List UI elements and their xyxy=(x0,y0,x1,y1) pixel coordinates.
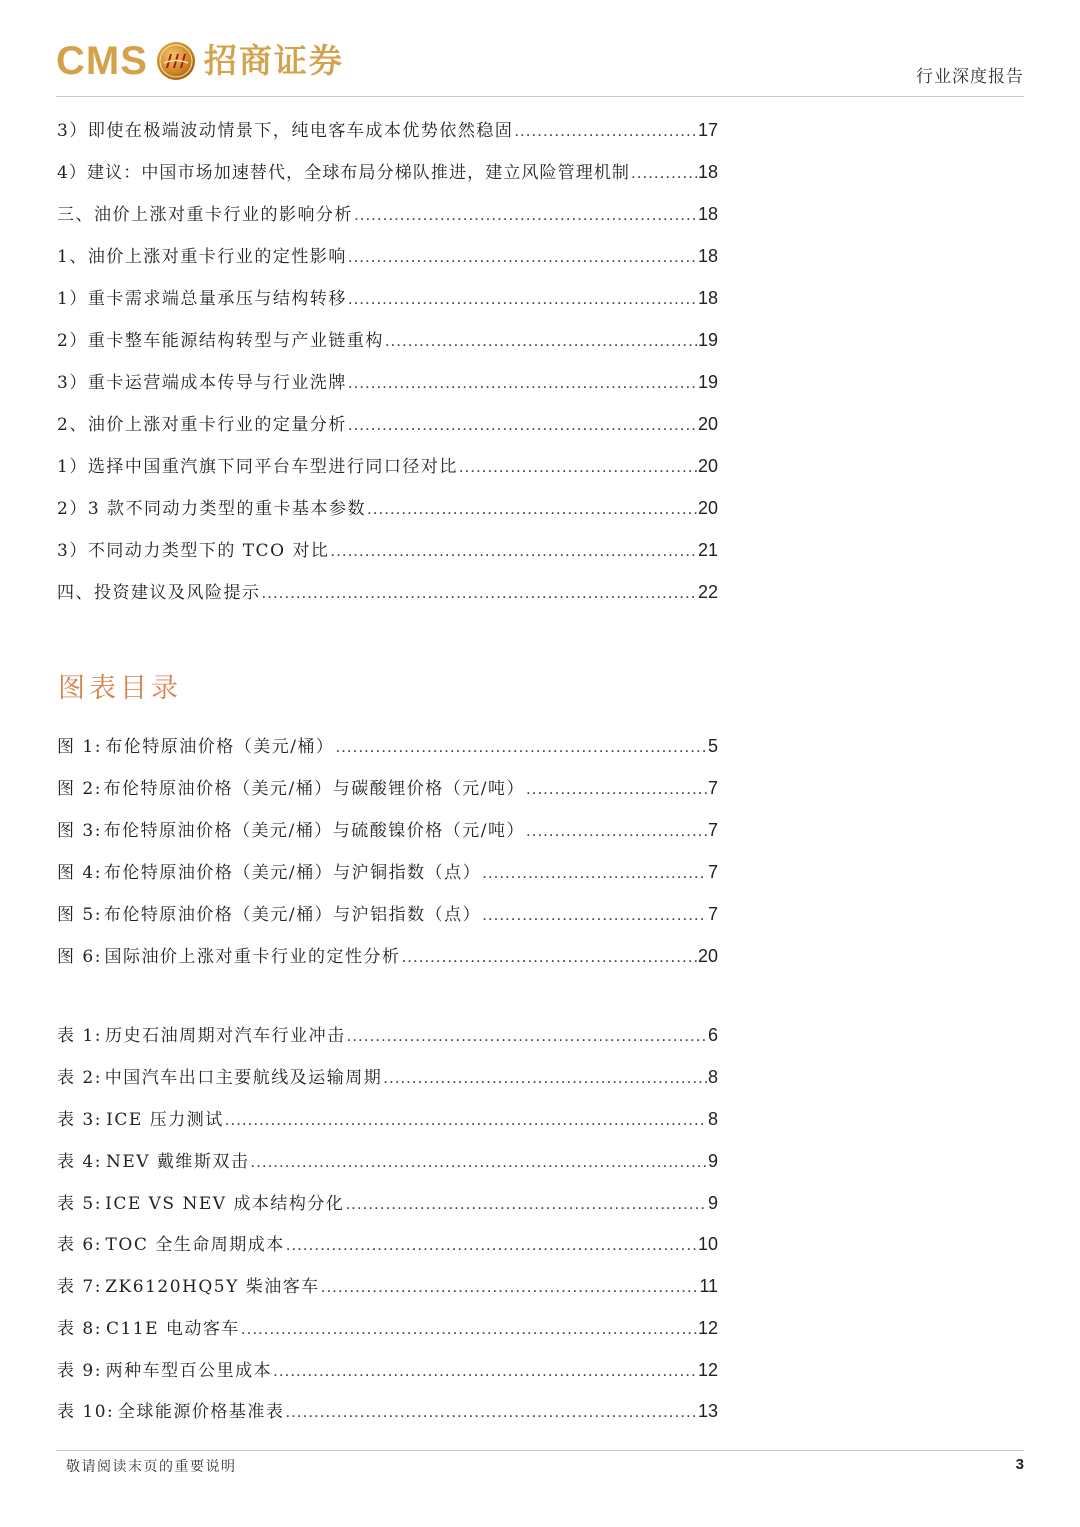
page-header xyxy=(0,0,1080,100)
logo-text-cn: 招商证券 xyxy=(203,41,344,80)
toc-entry-page: 22 xyxy=(697,582,718,602)
toc-entry-page: 20 xyxy=(697,456,718,476)
figure-page: 7 xyxy=(707,862,718,882)
toc-entry-page: 20 xyxy=(697,414,718,434)
table-entry[interactable] xyxy=(57,1022,718,1048)
toc-leader-dots xyxy=(367,496,697,522)
figure-entry[interactable] xyxy=(57,859,718,885)
figure-page: 5 xyxy=(707,736,718,756)
table-page: 11 xyxy=(699,1276,718,1296)
page-number: 3 xyxy=(1015,1456,1024,1473)
figure-page: 7 xyxy=(707,778,718,798)
table-page: 9 xyxy=(707,1193,718,1213)
toc-leader-dots xyxy=(225,1107,707,1133)
table-entry[interactable] xyxy=(57,1315,718,1341)
table-page: 8 xyxy=(707,1109,718,1129)
logo-emblem-icon xyxy=(156,41,196,81)
footer-disclaimer: 敬请阅读末页的重要说明 xyxy=(66,1459,237,1475)
table-label: 表 5: xyxy=(57,1194,102,1214)
toc-entry-page: 18 xyxy=(697,204,718,224)
figure-title: 布伦特原油价格（美元/桶）与碳酸锂价格（元/吨） xyxy=(103,779,525,799)
toc-entry[interactable] xyxy=(57,453,718,479)
figure-title: 布伦特原油价格（美元/桶）与硫酸镍价格（元/吨） xyxy=(103,821,525,841)
table-entry[interactable] xyxy=(57,1231,718,1257)
toc-entry[interactable] xyxy=(57,579,718,605)
figure-page: 7 xyxy=(707,904,718,924)
toc-entry[interactable] xyxy=(57,201,718,227)
figure-title: 布伦特原油价格（美元/桶）与沪铜指数（点） xyxy=(103,863,482,883)
table-entry[interactable] xyxy=(57,1273,718,1299)
toc-entry[interactable] xyxy=(57,369,718,395)
table-title: NEV 戴维斯双击 xyxy=(105,1152,250,1172)
figure-label: 图 2: xyxy=(57,779,102,799)
table-title: ICE 压力测试 xyxy=(106,1110,224,1130)
toc-leader-dots xyxy=(402,944,697,970)
table-label: 表 9: xyxy=(57,1361,102,1381)
toc-leader-dots xyxy=(348,244,697,270)
table-title: TOC 全生命周期成本 xyxy=(105,1235,285,1255)
toc-entry-title: 2、油价上涨对重卡行业的定量分析 xyxy=(57,415,347,435)
figure-toc-title: 图表目录 xyxy=(58,673,182,704)
table-entry[interactable] xyxy=(57,1190,718,1216)
toc-leader-dots xyxy=(385,328,697,354)
toc-leader-dots xyxy=(285,1399,697,1425)
footer-divider xyxy=(56,1450,1024,1451)
toc-leader-dots xyxy=(250,1149,707,1175)
table-title: 两种车型百公里成本 xyxy=(105,1361,273,1381)
toc-leader-dots xyxy=(354,202,697,228)
figure-label: 图 3: xyxy=(57,821,102,841)
figure-label: 图 1: xyxy=(57,737,102,757)
figure-title: 布伦特原油价格（美元/桶）与沪铝指数（点） xyxy=(103,905,482,925)
toc-entry-title: 2）3 款不同动力类型的重卡基本参数 xyxy=(57,499,367,519)
table-entry[interactable] xyxy=(57,1106,718,1132)
figure-page: 20 xyxy=(697,946,718,966)
toc-entry[interactable] xyxy=(57,243,718,269)
toc-leader-dots xyxy=(348,412,697,438)
figure-label: 图 5: xyxy=(57,905,102,925)
table-label: 表 7: xyxy=(57,1277,102,1297)
table-label: 表 4: xyxy=(57,1152,102,1172)
toc-leader-dots xyxy=(345,1191,707,1217)
toc-entry-title: 四、投资建议及风险提示 xyxy=(57,583,261,603)
toc-entry[interactable] xyxy=(57,495,718,521)
toc-entry-page: 18 xyxy=(697,162,718,182)
logo-text-en: CMS xyxy=(56,39,148,83)
table-entry[interactable] xyxy=(57,1357,718,1383)
toc-entry-page: 17 xyxy=(697,120,718,140)
toc-entry-page: 19 xyxy=(697,372,718,392)
toc-leader-dots xyxy=(526,818,707,844)
toc-entry-page: 18 xyxy=(697,246,718,266)
company-logo xyxy=(56,38,344,84)
table-page: 8 xyxy=(707,1067,718,1087)
toc-leader-dots xyxy=(286,1232,697,1258)
figure-entry[interactable] xyxy=(57,733,718,759)
toc-entry-title: 3）重卡运营端成本传导与行业洗牌 xyxy=(57,373,347,393)
table-title: 中国汽车出口主要航线及运输周期 xyxy=(104,1068,383,1088)
figure-entry[interactable] xyxy=(57,943,718,969)
table-title: ZK6120HQ5Y 柴油客车 xyxy=(105,1277,320,1297)
toc-leader-dots xyxy=(514,118,697,144)
table-page: 12 xyxy=(697,1360,718,1380)
table-entry[interactable] xyxy=(57,1064,718,1090)
toc-entry-page: 20 xyxy=(697,498,718,518)
toc-entry-title: 4）建议：中国市场加速替代，全球布局分梯队推进，建立风险管理机制 xyxy=(57,163,631,183)
toc-entry[interactable] xyxy=(57,327,718,353)
toc-leader-dots xyxy=(459,454,697,480)
toc-leader-dots xyxy=(631,160,697,186)
table-title: ICE VS NEV 成本结构分化 xyxy=(105,1194,345,1214)
header-divider xyxy=(56,96,1024,97)
toc-entry-page: 19 xyxy=(697,330,718,350)
toc-entry[interactable] xyxy=(57,285,718,311)
figure-label: 图 4: xyxy=(57,863,102,883)
toc-leader-dots xyxy=(321,1274,699,1300)
toc-leader-dots xyxy=(347,1023,707,1049)
table-page: 10 xyxy=(697,1234,718,1254)
toc-entry-title: 1、油价上涨对重卡行业的定性影响 xyxy=(57,247,347,267)
table-page: 6 xyxy=(707,1025,718,1045)
toc-leader-dots xyxy=(482,860,707,886)
table-label: 表 3: xyxy=(57,1110,102,1130)
table-title: C11E 电动客车 xyxy=(105,1319,240,1339)
table-label: 表 1: xyxy=(57,1026,102,1046)
report-type-label: 行业深度报告 xyxy=(916,67,1024,87)
table-page: 9 xyxy=(707,1151,718,1171)
table-page: 13 xyxy=(697,1401,718,1421)
toc-entry[interactable] xyxy=(57,159,718,185)
figure-entry[interactable] xyxy=(57,901,718,927)
toc-leader-dots xyxy=(482,902,707,928)
toc-entry-title: 1）重卡需求端总量承压与结构转移 xyxy=(57,289,347,309)
table-title: 历史石油周期对汽车行业冲击 xyxy=(105,1026,346,1046)
toc-entry-title: 1）选择中国重汽旗下同平台车型进行同口径对比 xyxy=(57,457,458,477)
toc-entry-title: 3）不同动力类型下的 TCO 对比 xyxy=(57,541,330,561)
toc-entry-title: 3）即使在极端波动情景下，纯电客车成本优势依然稳固 xyxy=(57,121,514,141)
toc-entry[interactable] xyxy=(57,411,718,437)
toc-leader-dots xyxy=(526,776,707,802)
table-title: 全球能源价格基准表 xyxy=(117,1402,285,1422)
toc-entry-page: 18 xyxy=(697,288,718,308)
toc-leader-dots xyxy=(335,734,707,760)
toc-entry[interactable] xyxy=(57,117,718,143)
toc-leader-dots xyxy=(348,370,697,396)
toc-leader-dots xyxy=(383,1065,707,1091)
table-entry[interactable] xyxy=(57,1398,718,1424)
table-label: 表 8: xyxy=(57,1319,102,1339)
toc-entry-title: 2）重卡整车能源结构转型与产业链重构 xyxy=(57,331,384,351)
figure-label: 图 6: xyxy=(57,947,102,967)
toc-entry-title: 三、油价上涨对重卡行业的影响分析 xyxy=(57,205,353,225)
toc-leader-dots xyxy=(348,286,697,312)
toc-leader-dots xyxy=(262,580,697,606)
figure-title: 布伦特原油价格（美元/桶） xyxy=(105,737,335,757)
table-label: 表 2: xyxy=(57,1068,102,1088)
toc-entry[interactable] xyxy=(57,537,718,563)
figure-title: 国际油价上涨对重卡行业的定性分析 xyxy=(104,947,401,967)
table-label: 表 6: xyxy=(57,1235,102,1255)
figure-entry[interactable] xyxy=(57,775,718,801)
toc-entry-page: 21 xyxy=(697,540,718,560)
table-entry[interactable] xyxy=(57,1148,718,1174)
table-page: 12 xyxy=(697,1318,718,1338)
toc-leader-dots xyxy=(330,538,697,564)
toc-leader-dots xyxy=(273,1358,697,1384)
figure-entry[interactable] xyxy=(57,817,718,843)
figure-page: 7 xyxy=(707,820,718,840)
toc-leader-dots xyxy=(241,1316,697,1342)
table-label: 表 10: xyxy=(57,1402,115,1422)
